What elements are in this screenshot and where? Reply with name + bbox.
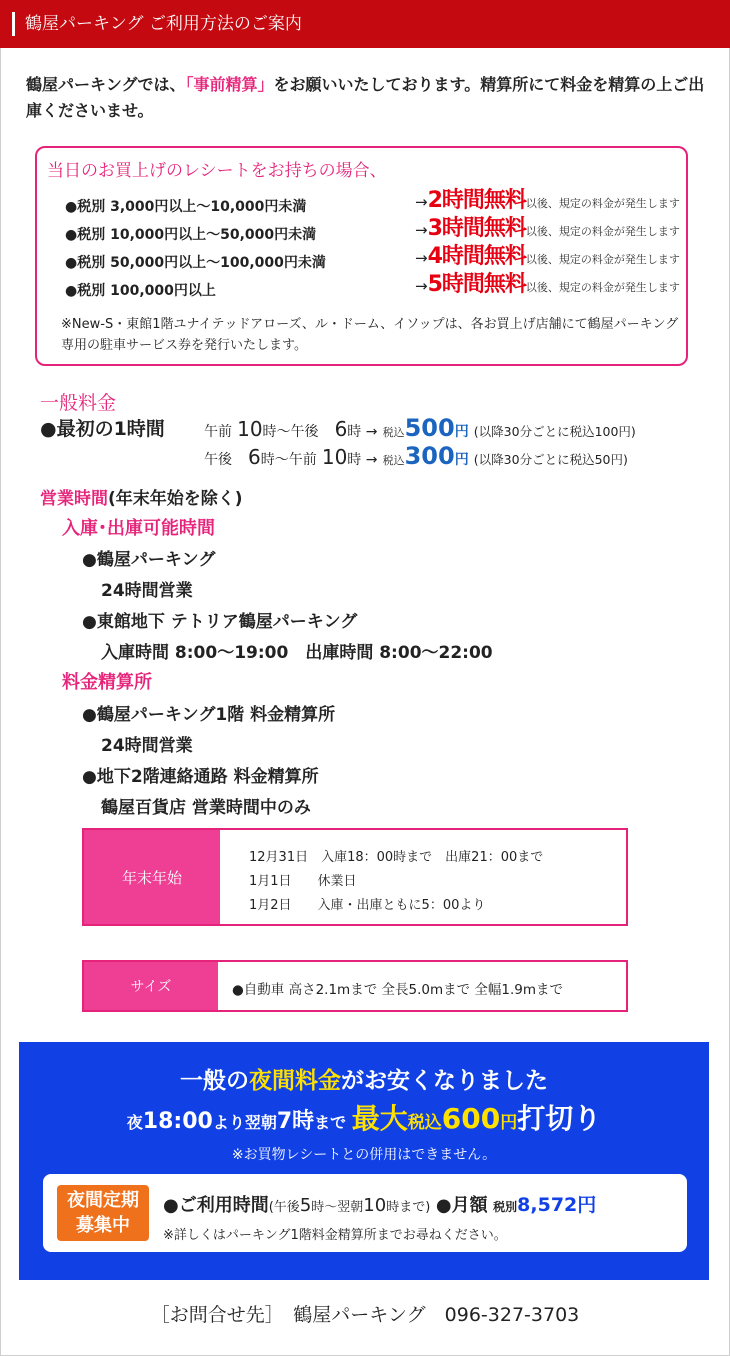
pay-item-1-detail: 24時間営業 (101, 736, 193, 756)
use-a: 午後 (273, 1200, 300, 1215)
arrow-icon: → (415, 221, 428, 239)
rate-price: 500 (404, 414, 455, 442)
tier-condition-1: ●税別 3,000円以上〜10,000円未満 (65, 199, 307, 215)
tier-condition-2: ●税別 10,000円以上〜50,000円未満 (65, 227, 317, 243)
night-cap-c: より (212, 1113, 245, 1132)
year-end-box (82, 828, 628, 926)
night-cap-g: 最大 (351, 1102, 408, 1135)
first-hour-label: ●最初の1時間 (40, 418, 165, 440)
rate-text: 時 → (347, 424, 378, 440)
tier-note: 以後、規定の料金が発生します (525, 225, 680, 238)
night-cap-e: 7時 (276, 1109, 315, 1134)
tier-note: 以後、規定の料金が発生します (525, 281, 680, 294)
month-tax: 税別 (493, 1200, 518, 1214)
badge-line-2: 募集中 (76, 1215, 130, 1236)
badge-line-1: 夜間定期 (67, 1190, 139, 1211)
night-cap-j: 円 (500, 1113, 518, 1133)
night-cap-k: 打切り (517, 1102, 602, 1135)
night-cap-a: 夜 (126, 1113, 143, 1132)
rate-hour: 10 (321, 445, 348, 469)
night-pass-terms (163, 1190, 596, 1217)
night-headline (19, 1062, 709, 1095)
entry-item-2-name: ●東館地下 テトリア鶴屋パーキング (82, 612, 358, 632)
rate-row-night (204, 442, 628, 470)
free-hours: 2時間無料 (427, 188, 526, 213)
month-label: ●月額 (435, 1195, 488, 1216)
tier-note: 以後、規定の料金が発生します (525, 253, 680, 266)
arrow-icon: → (415, 193, 428, 211)
pay-item-1-name: ●鶴屋パーキング1階 料金精算所 (82, 705, 336, 725)
rate-text: 時〜午後 (262, 424, 319, 440)
rate-period: 午後 (204, 452, 232, 468)
entry-item-2-detail: 入庫時間 8:00〜19:00 出庫時間 8:00〜22:00 (101, 643, 493, 663)
tier-free-4 (415, 272, 680, 301)
page-title: 鶴屋パーキング ご利用方法のご案内 (25, 14, 302, 34)
free-hours: 4時間無料 (427, 244, 526, 269)
contact-line: ［お問合せ先］ 鶴屋パーキング 096-327-3703 (150, 1304, 580, 1326)
rate-tax: 税込 (382, 454, 405, 467)
night-note: ※お買物レシートとの併用はできません。 (231, 1147, 497, 1163)
rate-yen: 円 (454, 452, 469, 468)
use-e: 時まで (386, 1200, 426, 1215)
tier-condition-4: ●税別 100,000円以上 (65, 283, 216, 299)
header-accent-bar (12, 12, 15, 36)
rate-text: 時 → (347, 452, 378, 468)
intro-text (26, 72, 716, 124)
use-b: 5 (299, 1195, 312, 1216)
receipt-note: ※New-S・東館1階ユナイテッドアローズ、ル・ドーム、イソップは、各お買上げ店舗にて鶴屋パーキング専用の駐車サービス券を発行いたします。 (61, 317, 679, 353)
pay-item-2-name: ●地下2階連絡通路 料金精算所 (82, 767, 319, 787)
entry-exit-heading: 入庫･出庫可能時間 (62, 518, 215, 539)
use-open: ( (268, 1200, 274, 1215)
rate-row-day (204, 414, 636, 442)
business-hours-heading (40, 484, 243, 509)
night-headline-b: 夜間料金 (249, 1068, 341, 1094)
intro-after: をお願いいたしております。精算所にて料金を精算の上ご出庫くださいませ。 (26, 75, 705, 120)
free-hours: 5時間無料 (427, 272, 526, 297)
tier-condition-3: ●税別 50,000円以上〜100,000円未満 (65, 255, 326, 271)
use-close: ) (425, 1200, 431, 1215)
rate-text: 時〜午前 (260, 452, 317, 468)
tier-free-1 (415, 188, 680, 217)
rate-after: (以降30分ごとに税込50円) (473, 452, 628, 467)
rate-hour: 6 (248, 445, 261, 469)
tier-free-3 (415, 244, 680, 273)
year-end-line-2: 1月1日 休業日 (249, 874, 357, 889)
year-end-label: 年末年始 (84, 830, 220, 924)
night-headline-c: がお安くなりました (341, 1068, 548, 1094)
tier-note: 以後、規定の料金が発生します (525, 197, 680, 210)
rate-tax: 税込 (382, 426, 405, 439)
receipt-title: 当日のお買上げのレシートをお持ちの場合、 (47, 161, 387, 181)
entry-item-1-detail: 24時間営業 (101, 581, 193, 601)
size-text: ●自動車 高さ2.1mまで 全長5.0mまで 全幅1.9mまで (232, 982, 564, 998)
general-rate-heading: 一般料金 (40, 392, 117, 414)
payment-heading: 料金精算所 (62, 672, 152, 693)
rate-price: 300 (404, 442, 455, 470)
night-headline-a: 一般の (180, 1068, 249, 1094)
tier-free-2 (415, 216, 680, 245)
rate-yen: 円 (454, 424, 469, 440)
year-end-line-1: 12月31日 入庫18：00時まで 出庫21：00まで (249, 850, 544, 865)
size-label: サイズ (84, 962, 218, 1010)
night-cap-i: 600 (441, 1102, 501, 1135)
night-pass-note: ※詳しくはパーキング1階料金精算所までお尋ねください。 (163, 1228, 507, 1243)
night-cap-f: まで (314, 1113, 347, 1132)
size-box (82, 960, 628, 1012)
use-d: 10 (363, 1195, 387, 1216)
intro-emphasis: 「事前精算」 (185, 75, 274, 94)
night-cap-d: 翌朝 (244, 1113, 277, 1132)
intro-before: 鶴屋パーキングでは、 (26, 75, 186, 94)
pay-item-2-detail: 鶴屋百貨店 営業時間中のみ (101, 798, 311, 818)
night-cap-b: 18:00 (142, 1109, 213, 1134)
month-price: 8,572円 (517, 1194, 597, 1216)
use-label: ●ご利用時間 (163, 1195, 269, 1216)
entry-item-1-name: ●鶴屋パーキング (82, 550, 216, 570)
night-rate-banner (19, 1042, 709, 1280)
page-header (0, 0, 730, 48)
arrow-icon: → (415, 277, 428, 295)
year-end-line-3: 1月2日 入庫・出庫ともに5：00より (249, 898, 486, 913)
free-hours: 3時間無料 (427, 216, 526, 241)
night-pass-box (43, 1174, 687, 1252)
hours-heading-main: 営業時間 (40, 489, 108, 509)
night-pass-badge (57, 1185, 149, 1241)
night-cap-line (19, 1097, 709, 1137)
hours-heading-sub: (年末年始を除く) (108, 489, 243, 509)
rate-period: 午前 (204, 424, 232, 440)
rate-hour: 10 (237, 417, 263, 441)
receipt-discount-box (35, 146, 688, 366)
night-cap-h: 税込 (407, 1113, 442, 1133)
rate-hour: 6 (334, 417, 348, 441)
arrow-icon: → (415, 249, 428, 267)
rate-after: (以降30分ごとに税込100円) (473, 424, 636, 439)
use-c: 時〜翌朝 (311, 1200, 364, 1215)
